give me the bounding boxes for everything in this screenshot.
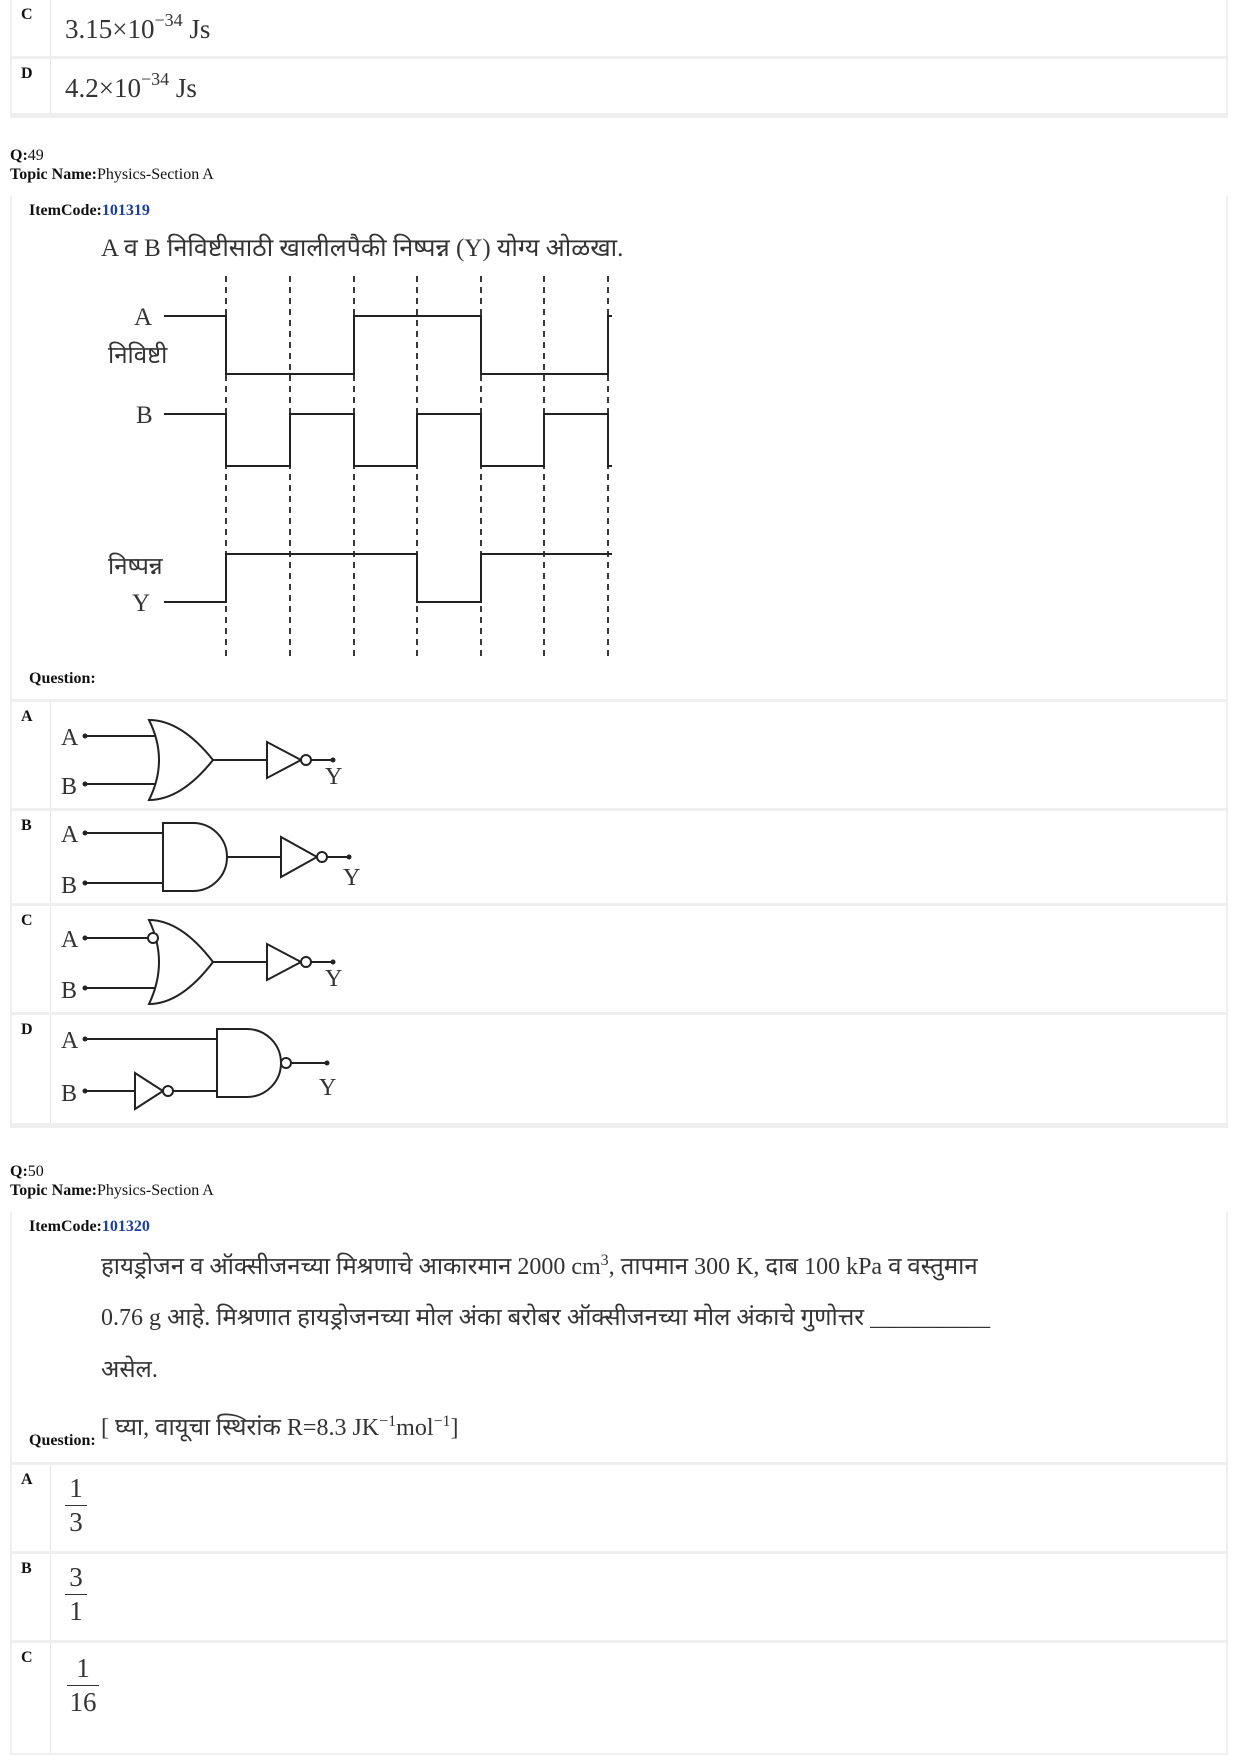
input-b-label: B <box>61 873 78 899</box>
input-a-label: A <box>61 822 79 848</box>
option-row-a[interactable] <box>12 702 1226 808</box>
stem-area <box>12 196 1226 699</box>
nor-gate-circuit <box>51 702 381 808</box>
nand-gate-circuit <box>51 811 381 903</box>
option-row-c[interactable] <box>12 1643 1226 1753</box>
item-code: ItemCode:101319 <box>29 202 150 219</box>
stem-area <box>12 1212 1226 1462</box>
question-label: Question: <box>29 1432 96 1449</box>
input-b-label: B <box>61 774 78 800</box>
fraction-numerator: 1 <box>76 1653 90 1683</box>
question-box-49 <box>10 196 1228 1128</box>
option-label: C <box>21 1649 33 1666</box>
input-a-label: A <box>61 927 79 953</box>
question-stem-line-3: असेल. <box>101 1357 158 1383</box>
option-label: C <box>21 912 33 929</box>
question-stem-line-1: हायड्रोजन व ऑक्सीजनच्या मिश्रणाचे आकारमान 2000 $cm^3$, तापमान 300 K, दाब 100 kPa व वस्तुमान <box>101 1252 978 1280</box>
option-row-b[interactable] <box>12 1554 1226 1640</box>
fraction-numerator: 1 <box>69 1473 83 1503</box>
question-stem: A व B निविष्टीसाठी खालीलपैकी निष्पन्न (Y) योग्य ओळखा. <box>101 235 624 262</box>
prev-options-box <box>10 0 1228 118</box>
timing-label-y: Y <box>132 590 151 617</box>
option-row-c[interactable] <box>12 906 1226 1012</box>
fraction <box>65 1473 87 1538</box>
output-y-label: Y <box>343 865 361 891</box>
question-box-50 <box>10 1212 1228 1755</box>
or-inverted-input-circuit <box>51 906 381 1012</box>
option-label: A <box>21 708 33 725</box>
option-label: B <box>21 817 32 834</box>
option-label: D <box>21 1021 33 1038</box>
question-hint: [ घ्या, वायूचा स्थिरांक R=8.3 $JK^{-1}mol^{-1}$] <box>101 1413 459 1441</box>
fraction-denominator: 16 <box>69 1687 97 1717</box>
fraction <box>65 1562 87 1627</box>
timing-diagram <box>12 276 612 666</box>
input-a-label: A <box>61 725 79 751</box>
option-label: C <box>21 6 33 23</box>
fraction-denominator: 3 <box>69 1507 83 1537</box>
output-y-label: Y <box>325 764 343 790</box>
option-row-d[interactable] <box>12 1015 1226 1123</box>
timing-label-a: A <box>134 304 153 331</box>
input-b-label: B <box>61 978 78 1004</box>
fraction-denominator: 1 <box>69 1596 83 1626</box>
timing-label-output: निष्पन्न <box>108 554 163 580</box>
option-text: $3.15\times 10^{-34}$ Js <box>65 10 211 44</box>
option-label: A <box>21 1471 33 1488</box>
fraction <box>67 1653 99 1718</box>
option-row-b[interactable] <box>12 811 1226 903</box>
item-code: ItemCode:101320 <box>29 1218 150 1235</box>
option-row-d[interactable] <box>12 59 1226 113</box>
option-label: B <box>21 1560 32 1577</box>
input-a-label: A <box>61 1028 79 1054</box>
option-row-c[interactable] <box>12 0 1226 56</box>
nand-inverted-input-circuit <box>51 1015 381 1123</box>
output-y-label: Y <box>325 966 343 992</box>
timing-label-input: निविष्टी <box>108 343 168 369</box>
question-stem-line-2: 0.76 g आहे. मिश्रणात हायड्रोजनच्या मोल अंका बरोबर ऑक्सीजनच्या मोल अंकाचे गुणोत्तर __________ <box>101 1305 991 1331</box>
timing-label-b: B <box>136 402 153 429</box>
option-label: D <box>21 65 33 82</box>
fraction-numerator: 3 <box>69 1562 83 1592</box>
question-label: Question: <box>29 670 96 687</box>
option-row-a[interactable] <box>12 1465 1226 1551</box>
option-text: $4.2\times 10^{-34}$ Js <box>65 69 197 103</box>
output-y-label: Y <box>319 1075 337 1101</box>
question-header-50: Q:50 Topic Name:Physics-Section A <box>10 1163 214 1199</box>
input-b-label: B <box>61 1081 78 1107</box>
question-header-49: Q:49 Topic Name:Physics-Section A <box>10 147 214 183</box>
